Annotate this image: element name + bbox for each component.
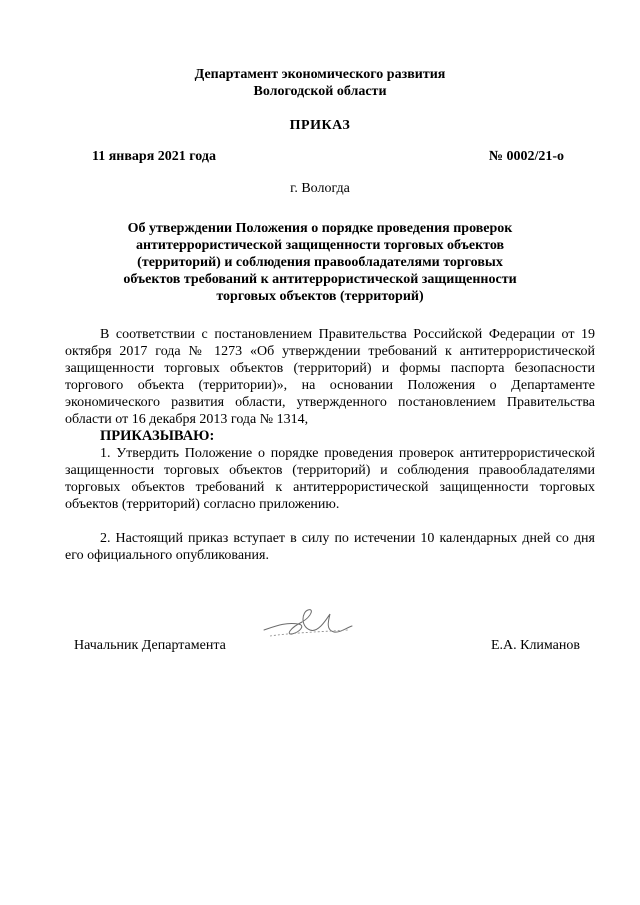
department-name	[0, 66, 640, 100]
order-title: ПРИКАЗ	[289, 118, 351, 133]
subject-line-4: объектов требований к антитеррористической защищенности	[123, 272, 517, 287]
department-line-1: Департамент экономического развития	[194, 67, 446, 82]
order-item-2: 2. Настоящий приказ вступает в силу по истечении 10 календарных дней со дня его официального опубликования.	[65, 531, 595, 563]
preamble-paragraph: В соответствии с постановлением Правительства Российской Федерации от 19 октября 2017 года № 1273 «Об утверждении требований к антитеррористической защищенности торговых объектов (территорий) и формы паспорта безопасности торгового объекта (территории)», на основании Положения о Департаменте экономического развития области, утвержденного постановлением Правительства области от 16 декабря 2013 года № 1314,	[65, 327, 595, 427]
signatory-name: Е.А. Климанов	[490, 638, 580, 653]
subject-line-3: (территорий) и соблюдения правообладателями торговых	[137, 255, 503, 270]
order-date: 11 января 2021 года	[92, 149, 216, 164]
order-number: № 0002/21-о	[488, 149, 564, 164]
decree-word: ПРИКАЗЫВАЮ:	[100, 428, 215, 444]
subject-line-2: антитеррористической защищенности торговых объектов	[135, 238, 505, 253]
subject-line-1: Об утверждении Положения о порядке проведения проверок	[127, 221, 513, 236]
department-line-2: Вологодской области	[253, 84, 387, 99]
order-item-1: 1. Утвердить Положение о порядке проведения проверок антитеррористической защищенности торговых объектов (территорий) и соблюдения правообладателями торговых объектов требований к антитеррористической защищенности торговых объектов (территорий) согласно приложению.	[65, 446, 595, 512]
signatory-position: Начальник Департамента	[74, 638, 226, 653]
subject-line-5: торговых объектов (территорий)	[216, 289, 424, 304]
handwritten-signature-icon	[256, 600, 356, 644]
order-subject	[110, 220, 530, 305]
order-city: г. Вологда	[290, 181, 350, 196]
